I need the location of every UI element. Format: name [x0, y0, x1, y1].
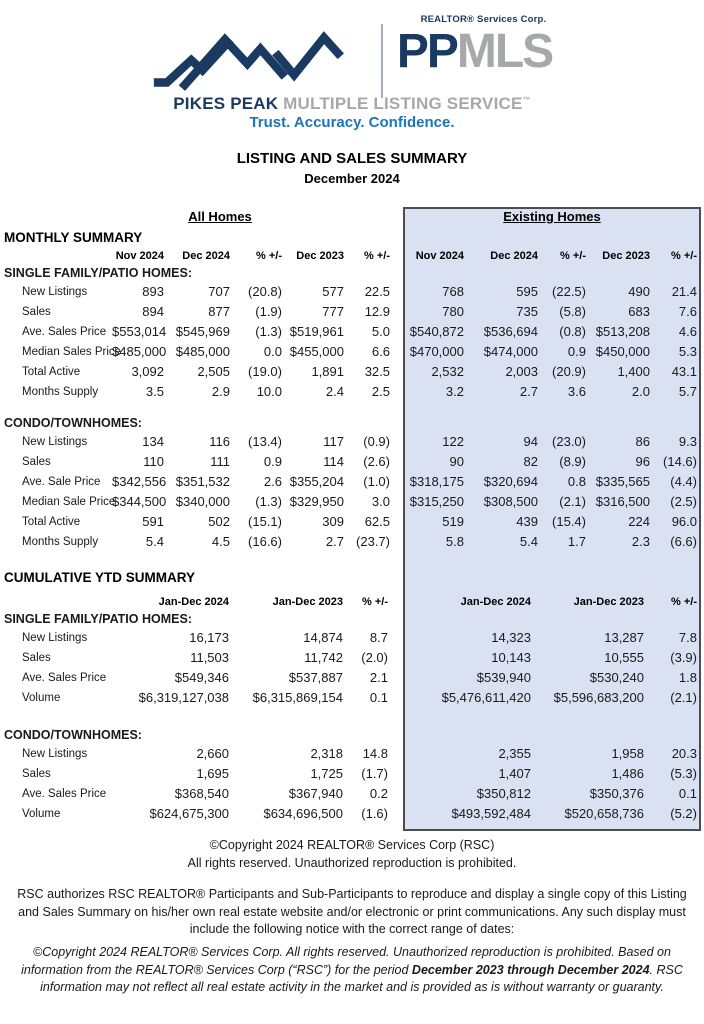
- cell-value: (6.6): [670, 534, 697, 549]
- cell-value: 8.7: [369, 630, 388, 645]
- row-label: New Listings: [22, 436, 88, 448]
- row-label: New Listings: [22, 632, 88, 644]
- row-label: Volume: [22, 808, 61, 820]
- table-row: [0, 342, 704, 362]
- cell-value: 5.0: [371, 324, 390, 339]
- cell-value: 2.3: [631, 534, 650, 549]
- cell-value: (2.6): [363, 454, 390, 469]
- col-dec-2024-existing: Dec 2024: [490, 250, 538, 262]
- cell-value: 893: [142, 284, 164, 299]
- cell-value: $320,694: [483, 474, 538, 489]
- table-row: [0, 804, 704, 824]
- cell-value: (16.6): [248, 534, 282, 549]
- cell-value: 0.0: [263, 344, 282, 359]
- cell-value: 2.0: [631, 384, 650, 399]
- cell-value: (15.4): [552, 514, 586, 529]
- row-label: Total Active: [22, 366, 81, 378]
- row-label: Total Active: [22, 516, 81, 528]
- cell-value: 2.6: [263, 474, 282, 489]
- cell-value: $355,204: [289, 474, 344, 489]
- cell-value: (13.4): [248, 434, 282, 449]
- cell-value: $493,592,484: [451, 806, 531, 821]
- cell-value: 2.4: [325, 384, 344, 399]
- monthly-summary-heading: MONTHLY SUMMARY: [4, 230, 143, 245]
- cell-value: 224: [628, 514, 650, 529]
- cell-value: 9.3: [678, 434, 697, 449]
- copyright-line-1: ©Copyright 2024 REALTOR® Services Corp (RSC): [209, 838, 495, 852]
- pikes-peak-label: PIKES PEAK: [173, 94, 279, 113]
- col-jandec-2024-existing: Jan-Dec 2024: [460, 596, 531, 608]
- row-label: Volume: [22, 692, 61, 704]
- col-dec-2023: Dec 2023: [296, 250, 344, 262]
- cell-value: $350,376: [589, 786, 644, 801]
- all-homes-group-label: All Homes: [188, 209, 252, 224]
- row-label: Months Supply: [22, 386, 99, 398]
- cell-value: 5.4: [519, 534, 538, 549]
- cell-value: 14.8: [362, 746, 388, 761]
- cell-value: $485,000: [112, 344, 167, 359]
- cell-value: 22.5: [364, 284, 390, 299]
- ytd-column-headers: [0, 594, 704, 610]
- cell-value: 0.2: [369, 786, 388, 801]
- cell-value: (0.8): [559, 324, 586, 339]
- monthly-condo-section-label: CONDO/TOWNHOMES:: [4, 416, 142, 430]
- table-row: [0, 452, 704, 472]
- col-jandec-2023-existing: Jan-Dec 2023: [573, 596, 644, 608]
- table-row: [0, 322, 704, 342]
- table-row: [0, 784, 704, 804]
- cell-value: $367,940: [288, 786, 343, 801]
- row-label: New Listings: [22, 286, 88, 298]
- cell-value: $315,250: [409, 494, 464, 509]
- cumulative-ytd-section: [0, 568, 704, 824]
- cell-value: $519,961: [289, 324, 344, 339]
- cell-value: 4.6: [678, 324, 697, 339]
- cell-value: 3,092: [131, 364, 164, 379]
- cell-value: 96.0: [671, 514, 697, 529]
- legal-notice-part2: . RSC information may not reflect all real estate activity in the market and is provided as is without warranty or guaranty.: [40, 962, 683, 994]
- cell-value: (1.3): [255, 494, 282, 509]
- cell-value: 16,173: [189, 630, 229, 645]
- cell-value: 3.6: [567, 384, 586, 399]
- cell-value: (1.6): [361, 806, 388, 821]
- monthly-column-headers: [0, 248, 704, 264]
- cell-value: 32.5: [364, 364, 390, 379]
- table-row: [0, 362, 704, 382]
- cell-value: 2.5: [371, 384, 390, 399]
- existing-homes-group-label: Existing Homes: [503, 209, 601, 224]
- col-dec-2024: Dec 2024: [182, 250, 230, 262]
- cell-value: 1,400: [617, 364, 650, 379]
- trademark-symbol: ™: [522, 95, 531, 105]
- cell-value: $5,476,611,420: [441, 690, 531, 705]
- cell-value: $342,556: [112, 474, 167, 489]
- monthly-summary-section: [0, 228, 704, 552]
- ytd-condo-rows: [0, 744, 704, 824]
- cell-value: 5.8: [445, 534, 464, 549]
- cell-value: 1.7: [567, 534, 586, 549]
- cell-value: (20.9): [552, 364, 586, 379]
- cell-value: $6,315,869,154: [252, 690, 343, 705]
- cell-value: 3.2: [445, 384, 464, 399]
- copyright-line-2: All rights reserved. Unauthorized reproduction is prohibited.: [187, 856, 517, 870]
- cell-value: 7.6: [678, 304, 697, 319]
- row-label: Sales: [22, 456, 51, 468]
- table-row: [0, 302, 704, 322]
- cell-value: $329,950: [289, 494, 344, 509]
- cell-value: (2.0): [361, 650, 388, 665]
- table-row: [0, 532, 704, 552]
- cell-value: $485,000: [175, 344, 230, 359]
- cell-value: 10.0: [256, 384, 282, 399]
- cell-value: (5.2): [670, 806, 697, 821]
- col-pct: % +/-: [362, 596, 388, 608]
- row-label: Ave. Sale Price: [22, 476, 101, 488]
- page-title: LISTING AND SALES SUMMARY: [236, 150, 468, 167]
- table-row: [0, 512, 704, 532]
- cell-value: $634,696,500: [263, 806, 343, 821]
- cell-value: $6,319,127,038: [138, 690, 229, 705]
- ppmls-wordmark: [397, 27, 552, 77]
- cell-value: 2.7: [519, 384, 538, 399]
- col-jandec-2023: Jan-Dec 2023: [272, 596, 343, 608]
- cell-value: 1,695: [196, 766, 229, 781]
- cell-value: $536,694: [483, 324, 538, 339]
- cell-value: 6.6: [371, 344, 390, 359]
- row-label: Ave. Sales Price: [22, 788, 107, 800]
- cell-value: 0.1: [678, 786, 697, 801]
- cell-value: 768: [442, 284, 464, 299]
- table-row: [0, 688, 704, 708]
- cell-value: $553,014: [112, 324, 167, 339]
- cell-value: 683: [628, 304, 650, 319]
- cell-value: 10,143: [491, 650, 531, 665]
- table-row: [0, 382, 704, 402]
- row-label: Ave. Sales Price: [22, 672, 107, 684]
- row-label: Ave. Sales Price: [22, 326, 107, 338]
- cell-value: 777: [322, 304, 344, 319]
- cell-value: 114: [323, 454, 344, 469]
- cell-value: 1,958: [611, 746, 644, 761]
- ppmls-mls: MLS: [456, 25, 553, 78]
- table-row: [0, 668, 704, 688]
- cell-value: (19.0): [248, 364, 282, 379]
- cell-value: (22.5): [552, 284, 586, 299]
- col-pct-1: % +/-: [256, 250, 282, 262]
- cell-value: $520,658,736: [564, 806, 644, 821]
- cell-value: 11,503: [190, 650, 229, 665]
- cell-value: $537,887: [288, 670, 343, 685]
- row-label: Months Supply: [22, 536, 99, 548]
- cell-value: 780: [442, 304, 464, 319]
- cell-value: 490: [628, 284, 650, 299]
- legal-notice: [8, 944, 696, 997]
- table-row: [0, 628, 704, 648]
- logo-divider: [381, 24, 383, 98]
- monthly-sf-section-label: SINGLE FAMILY/PATIO HOMES:: [4, 266, 192, 280]
- cell-value: 10,555: [604, 650, 644, 665]
- cell-value: 82: [523, 454, 538, 469]
- cell-value: 2.9: [211, 384, 230, 399]
- cell-value: 116: [209, 434, 230, 449]
- cell-value: 4.5: [211, 534, 230, 549]
- cell-value: 2.1: [369, 670, 388, 685]
- logo-wordmark: [397, 14, 552, 77]
- cell-value: (1.3): [255, 324, 282, 339]
- col-nov-2024: Nov 2024: [115, 250, 164, 262]
- monthly-condo-rows: [0, 432, 704, 552]
- tagline: Trust. Accuracy. Confidence.: [249, 114, 455, 131]
- cell-value: 1,486: [611, 766, 644, 781]
- cell-value: $530,240: [589, 670, 644, 685]
- table-row: [0, 744, 704, 764]
- cell-value: 2,318: [310, 746, 343, 761]
- cell-value: 12.9: [364, 304, 390, 319]
- cell-value: $545,969: [175, 324, 230, 339]
- cell-value: (15.1): [248, 514, 282, 529]
- cell-value: $368,540: [174, 786, 229, 801]
- cell-value: 707: [208, 284, 230, 299]
- cell-value: $539,940: [476, 670, 531, 685]
- cell-value: $318,175: [409, 474, 464, 489]
- cell-value: 96: [635, 454, 650, 469]
- cell-value: 2,505: [197, 364, 230, 379]
- cell-value: (23.0): [552, 434, 586, 449]
- cell-value: 86: [635, 434, 650, 449]
- col-jandec-2024: Jan-Dec 2024: [158, 596, 229, 608]
- mountain-logo-icon: [152, 26, 367, 96]
- cell-value: 1,725: [310, 766, 343, 781]
- cell-value: 595: [516, 284, 538, 299]
- cell-value: $474,000: [483, 344, 538, 359]
- row-label: Sales: [22, 652, 51, 664]
- table-row: [0, 282, 704, 302]
- cell-value: 2,355: [498, 746, 531, 761]
- cell-value: 2,532: [431, 364, 464, 379]
- cell-value: (2.1): [670, 690, 697, 705]
- cell-value: $340,000: [175, 494, 230, 509]
- cell-value: $549,346: [174, 670, 229, 685]
- cell-value: (1.7): [361, 766, 388, 781]
- authorization-paragraph: RSC authorizes RSC REALTOR® Participants and Sub-Participants to reproduce and display a single copy of this Listing and Sales Summary on his/her own real estate website and/or electronic or print communications. Any such display must include the following notice with the correct range of dates:: [17, 887, 687, 936]
- col-pct-existing: % +/-: [671, 596, 697, 608]
- cell-value: (23.7): [356, 534, 390, 549]
- cell-value: $344,500: [112, 494, 167, 509]
- cell-value: 0.1: [369, 690, 388, 705]
- monthly-sf-rows: [0, 282, 704, 402]
- col-nov-2024-existing: Nov 2024: [415, 250, 464, 262]
- cell-value: (20.8): [248, 284, 282, 299]
- cell-value: 0.9: [567, 344, 586, 359]
- cell-value: $351,532: [175, 474, 230, 489]
- table-row: [0, 492, 704, 512]
- cell-value: 5.3: [678, 344, 697, 359]
- cell-value: 877: [208, 304, 230, 319]
- table-row: [0, 472, 704, 492]
- cell-value: 502: [208, 514, 230, 529]
- cell-value: 111: [210, 454, 230, 469]
- cell-value: $450,000: [595, 344, 650, 359]
- ytd-sf-section-label: SINGLE FAMILY/PATIO HOMES:: [4, 612, 192, 626]
- cell-value: 94: [523, 434, 538, 449]
- col-pct-2-existing: % +/-: [671, 250, 697, 262]
- cell-value: $316,500: [595, 494, 650, 509]
- pikes-peak-mls-line: [0, 94, 704, 114]
- cell-value: (5.3): [670, 766, 697, 781]
- cell-value: (1.0): [363, 474, 390, 489]
- cell-value: 122: [442, 434, 464, 449]
- cell-value: $540,872: [409, 324, 464, 339]
- cell-value: 5.7: [678, 384, 697, 399]
- cell-value: 43.1: [671, 364, 697, 379]
- mls-service-label: MULTIPLE LISTING SERVICE: [283, 94, 523, 113]
- cell-value: 3.5: [145, 384, 164, 399]
- legal-notice-part1: ©Copyright 2024 REALTOR® Services Corp. All rights reserved. Unauthorized reproduction is prohibited. Based on information from the REALTOR® Services Corp (“RSC”) for the period: [21, 945, 671, 977]
- cell-value: 577: [322, 284, 344, 299]
- cell-value: 20.3: [671, 746, 697, 761]
- cell-value: (3.9): [670, 650, 697, 665]
- table-row: [0, 648, 704, 668]
- cell-value: 3.0: [371, 494, 390, 509]
- cell-value: 309: [322, 514, 344, 529]
- cell-value: 21.4: [671, 284, 697, 299]
- cell-value: $335,565: [595, 474, 650, 489]
- row-label: Median Sale Price: [22, 496, 116, 508]
- table-row: [0, 764, 704, 784]
- cell-value: 0.9: [263, 454, 282, 469]
- cell-value: 110: [143, 454, 164, 469]
- cell-value: $513,208: [595, 324, 650, 339]
- cell-value: 13,287: [604, 630, 644, 645]
- ytd-sf-rows: [0, 628, 704, 708]
- row-label: New Listings: [22, 748, 88, 760]
- ppmls-pp: PP: [396, 25, 457, 78]
- cell-value: 519: [442, 514, 464, 529]
- cell-value: 2,660: [196, 746, 229, 761]
- table-row: [0, 432, 704, 452]
- cell-value: 439: [516, 514, 538, 529]
- col-pct-1-existing: % +/-: [560, 250, 586, 262]
- row-label: Sales: [22, 306, 51, 318]
- cell-value: $624,675,300: [149, 806, 229, 821]
- cell-value: 117: [323, 434, 344, 449]
- cell-value: (4.4): [670, 474, 697, 489]
- cell-value: $308,500: [483, 494, 538, 509]
- col-dec-2023-existing: Dec 2023: [602, 250, 650, 262]
- cell-value: (2.5): [670, 494, 697, 509]
- realtor-services-corp-label: REALTOR® Services Corp.: [420, 14, 547, 25]
- cell-value: (0.9): [363, 434, 390, 449]
- row-label: Sales: [22, 768, 51, 780]
- cell-value: 591: [142, 514, 164, 529]
- page-subtitle: December 2024: [304, 171, 400, 186]
- ytd-summary-heading: CUMULATIVE YTD SUMMARY: [4, 570, 195, 585]
- cell-value: 1,407: [498, 766, 531, 781]
- cell-value: $350,812: [476, 786, 531, 801]
- cell-value: 1,891: [311, 364, 344, 379]
- cell-value: (14.6): [663, 454, 697, 469]
- cell-value: 0.8: [567, 474, 586, 489]
- cell-value: $5,596,683,200: [553, 690, 644, 705]
- cell-value: 62.5: [364, 514, 390, 529]
- cell-value: (5.8): [559, 304, 586, 319]
- cell-value: $470,000: [409, 344, 464, 359]
- ytd-condo-section-label: CONDO/TOWNHOMES:: [4, 728, 142, 742]
- cell-value: 134: [142, 434, 164, 449]
- cell-value: 894: [142, 304, 164, 319]
- cell-value: 1.8: [678, 670, 697, 685]
- cell-value: (2.1): [559, 494, 586, 509]
- cell-value: 90: [449, 454, 464, 469]
- cell-value: 2,003: [505, 364, 538, 379]
- cell-value: 11,742: [304, 650, 343, 665]
- cell-value: (1.9): [255, 304, 282, 319]
- cell-value: $455,000: [289, 344, 344, 359]
- ppmls-logo: [0, 14, 704, 98]
- cell-value: 14,323: [491, 630, 531, 645]
- cell-value: (8.9): [559, 454, 586, 469]
- col-pct-2: % +/-: [364, 250, 390, 262]
- cell-value: 7.8: [678, 630, 697, 645]
- cell-value: 14,874: [303, 630, 343, 645]
- cell-value: 735: [516, 304, 538, 319]
- legal-notice-period: December 2023 through December 2024: [411, 962, 650, 977]
- row-label: Median Sales Price: [22, 346, 122, 358]
- cell-value: 5.4: [145, 534, 164, 549]
- cell-value: 2.7: [325, 534, 344, 549]
